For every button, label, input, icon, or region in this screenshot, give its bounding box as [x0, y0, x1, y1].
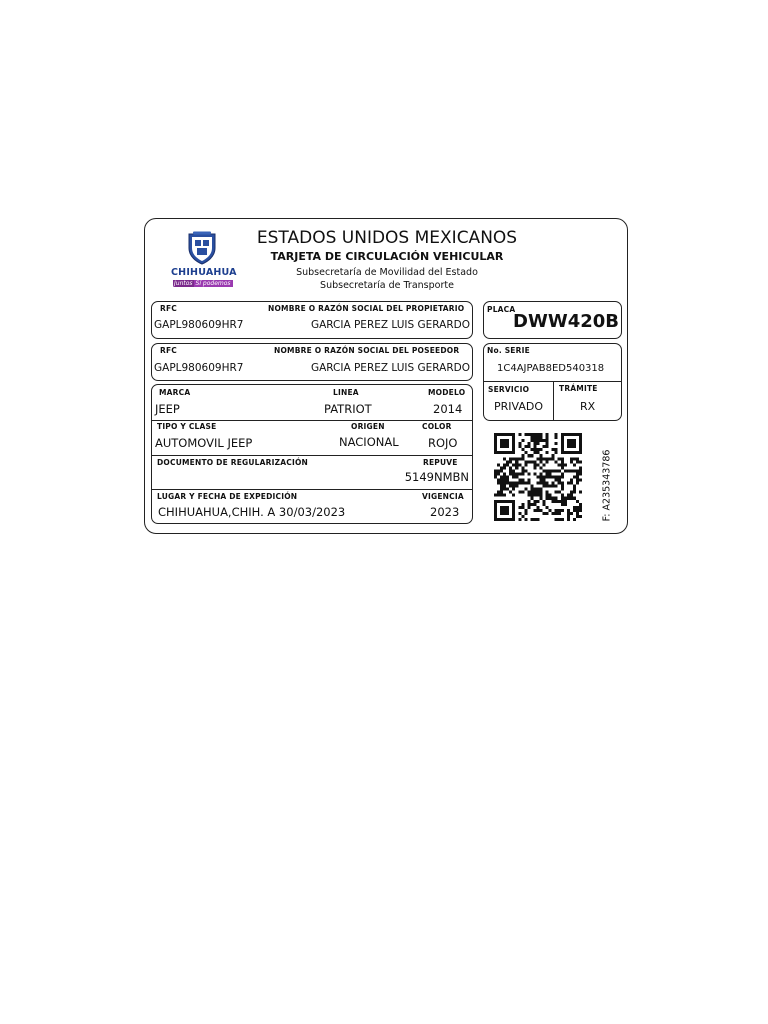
origin-label: ORIGEN [351, 422, 385, 431]
color-label: COLOR [422, 422, 452, 431]
serial-label: No. SERIE [487, 346, 530, 355]
line-label: LINEA [333, 388, 359, 397]
color-value: ROJO [428, 436, 458, 450]
procedure-value: RX [580, 400, 596, 413]
doc-label: DOCUMENTO DE REGULARIZACIÓN [157, 458, 309, 467]
holder-name: GARCIA PEREZ LUIS GERARDO [310, 362, 470, 374]
line-value: PATRIOT [324, 402, 372, 416]
folio: F: A235343786 [601, 449, 613, 522]
vehicle-divider-1 [152, 420, 472, 421]
serial-box [483, 343, 622, 421]
validity-value: 2023 [430, 505, 460, 519]
place-value: CHIHUAHUA,CHIH. A 30/03/2023 [158, 505, 346, 519]
owner-name: GARCIA PEREZ LUIS GERARDO [310, 319, 470, 331]
slogan-part2: Sí podemos [195, 280, 231, 287]
type-value: AUTOMOVIL JEEP [155, 436, 253, 450]
model-value: 2014 [433, 402, 463, 416]
place-label: LUGAR Y FECHA DE EXPEDICIÓN [157, 492, 298, 501]
type-label: TIPO Y CLASE [157, 422, 217, 431]
vehicle-divider-2 [152, 455, 472, 456]
header-title: ESTADOS UNIDOS MEXICANOS [256, 228, 518, 248]
qr-code-icon [494, 433, 582, 521]
repuve-value: 5149NMBN [404, 470, 469, 484]
service-divider [553, 381, 554, 420]
header-line1: Subsecretaría de Movilidad del Estado [296, 267, 478, 278]
owner-rfc-label: RFC [160, 304, 178, 313]
holder-name-label: NOMBRE O RAZÓN SOCIAL DEL POSEEDOR [274, 346, 460, 355]
service-label: SERVICIO [488, 385, 530, 394]
owner-box [151, 301, 473, 339]
holder-box [151, 343, 473, 381]
slogan-part1: Juntos [174, 280, 193, 287]
serial-value: 1C4AJPAB8ED540318 [497, 363, 605, 374]
repuve-label: REPUVE [423, 458, 458, 467]
plate-value: DWW420B [513, 311, 619, 332]
brand-value: JEEP [155, 402, 180, 416]
circulation-card [144, 218, 628, 534]
brand-label: MARCA [159, 388, 191, 397]
origin-value: NACIONAL [339, 435, 399, 449]
owner-rfc: GAPL980609HR7 [154, 319, 244, 331]
holder-rfc-label: RFC [160, 346, 178, 355]
validity-label: VIGENCIA [422, 492, 464, 501]
model-label: MODELO [428, 388, 466, 397]
header-subtitle: TARJETA DE CIRCULACIÓN VEHICULAR [270, 250, 504, 263]
vehicle-box [151, 384, 473, 524]
owner-name-label: NOMBRE O RAZÓN SOCIAL DEL PROPIETARIO [268, 304, 465, 313]
plate-label: PLACA [487, 305, 516, 314]
header-line2: Subsecretaría de Transporte [320, 280, 454, 291]
logo-name: CHIHUAHUA [171, 267, 237, 278]
holder-rfc: GAPL980609HR7 [154, 362, 244, 374]
vehicle-divider-3 [152, 489, 472, 490]
procedure-label: TRÁMITE [559, 384, 598, 393]
plate-box [483, 301, 622, 339]
service-value: PRIVADO [494, 400, 543, 413]
